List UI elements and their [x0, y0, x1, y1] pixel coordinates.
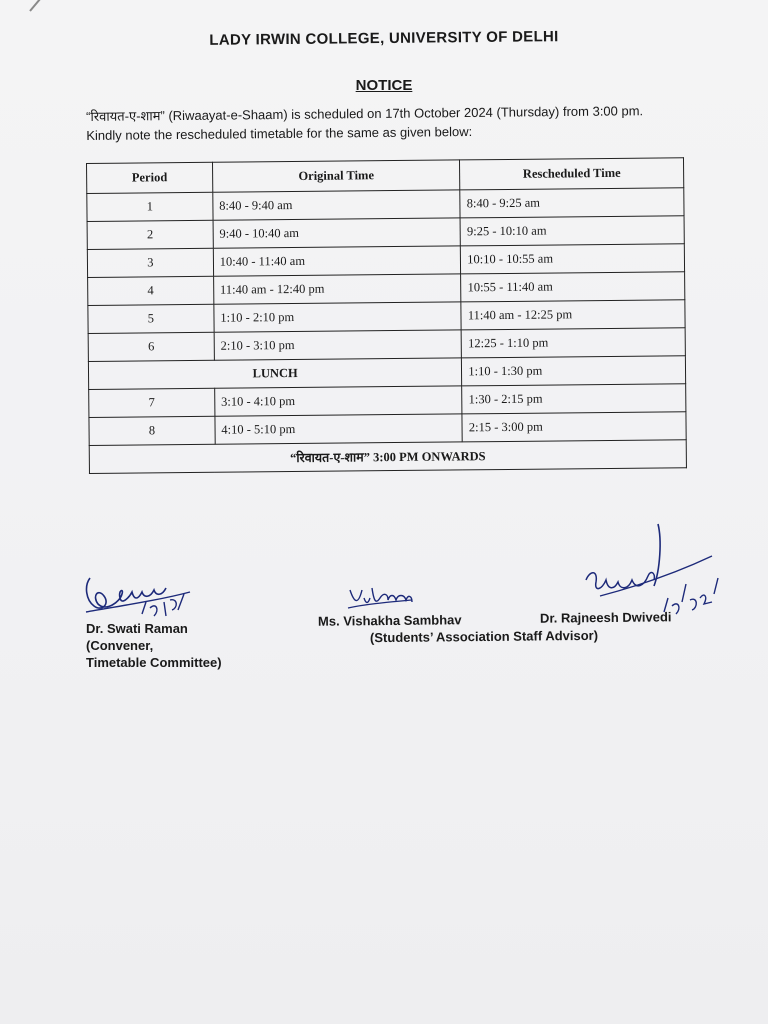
period-cell: 4 [88, 276, 214, 305]
signatory-left [86, 620, 222, 671]
rescheduled-time-cell: 2:15 - 3:00 pm [462, 412, 686, 442]
rescheduled-time-cell: 10:55 - 11:40 am [461, 272, 685, 302]
rescheduled-time-cell: 10:10 - 10:55 am [461, 244, 685, 274]
period-cell: 6 [88, 332, 214, 361]
original-time-cell: 2:10 - 3:10 pm [214, 330, 462, 360]
period-cell: 3 [87, 248, 213, 277]
header-period: Period [87, 162, 213, 193]
notice-title: NOTICE [355, 77, 413, 94]
college-name: LADY IRWIN COLLEGE, UNIVERSITY OF DELHI [209, 28, 559, 49]
event-onwards-note: “रिवायत-ए-शाम” 3:00 PM ONWARDS [89, 440, 686, 474]
signature-rajneesh-dwivedi [578, 520, 728, 616]
original-time-cell: 8:40 - 9:40 am [213, 190, 461, 220]
rescheduled-time-cell: 11:40 am - 12:25 pm [461, 300, 685, 330]
header-original-time: Original Time [212, 160, 460, 192]
period-cell: 8 [89, 416, 215, 445]
rescheduled-time-cell: 8:40 - 9:25 am [460, 188, 684, 218]
signature-swati-raman [80, 566, 200, 626]
timetable [86, 157, 687, 474]
signature-vishakha-sambhav [346, 582, 416, 614]
signatory-role-committee: Timetable Committee) [86, 655, 222, 670]
original-time-cell: 10:40 - 11:40 am [213, 246, 461, 276]
original-time-cell: 4:10 - 5:10 pm [215, 414, 463, 444]
rescheduled-time-cell: 12:25 - 1:10 pm [461, 328, 685, 358]
header-rescheduled-time: Rescheduled Time [460, 158, 684, 190]
lunch-label: LUNCH [88, 358, 462, 390]
signatory-middle-name: Ms. Vishakha Sambhav [317, 612, 462, 629]
original-time-cell: 11:40 am - 12:40 pm [213, 274, 461, 304]
paper-crease-mark [29, 0, 47, 12]
original-time-cell: 3:10 - 4:10 pm [214, 386, 462, 416]
period-cell: 7 [89, 388, 215, 417]
period-cell: 2 [87, 220, 213, 249]
timetable-footer-row [89, 440, 686, 474]
original-time-cell: 9:40 - 10:40 am [213, 218, 461, 248]
original-time-cell: 1:10 - 2:10 pm [214, 302, 462, 332]
period-cell: 1 [87, 192, 213, 221]
rescheduled-time-cell: 9:25 - 10:10 am [460, 216, 684, 246]
signatory-right-name: Dr. Rajneesh Dwivedi [539, 609, 672, 626]
notice-intro-text: “रिवायत-ए-शाम” (Riwaayat-e-Shaam) is scheduled on 17th October 2024 (Thursday) from 3:00 pm. Kindly note the rescheduled timetable for the same as given below: [86, 103, 644, 143]
signatory-name-swati-raman: Dr. Swati Raman [86, 621, 188, 636]
rescheduled-time-cell: 1:30 - 2:15 pm [462, 384, 686, 414]
signatory-shared-role: (Students’ Association Staff Advisor) [369, 627, 599, 646]
period-cell: 5 [88, 304, 214, 333]
signatory-role-convener: (Convener, [86, 638, 154, 653]
lunch-rescheduled-time: 1:10 - 1:30 pm [462, 356, 686, 386]
